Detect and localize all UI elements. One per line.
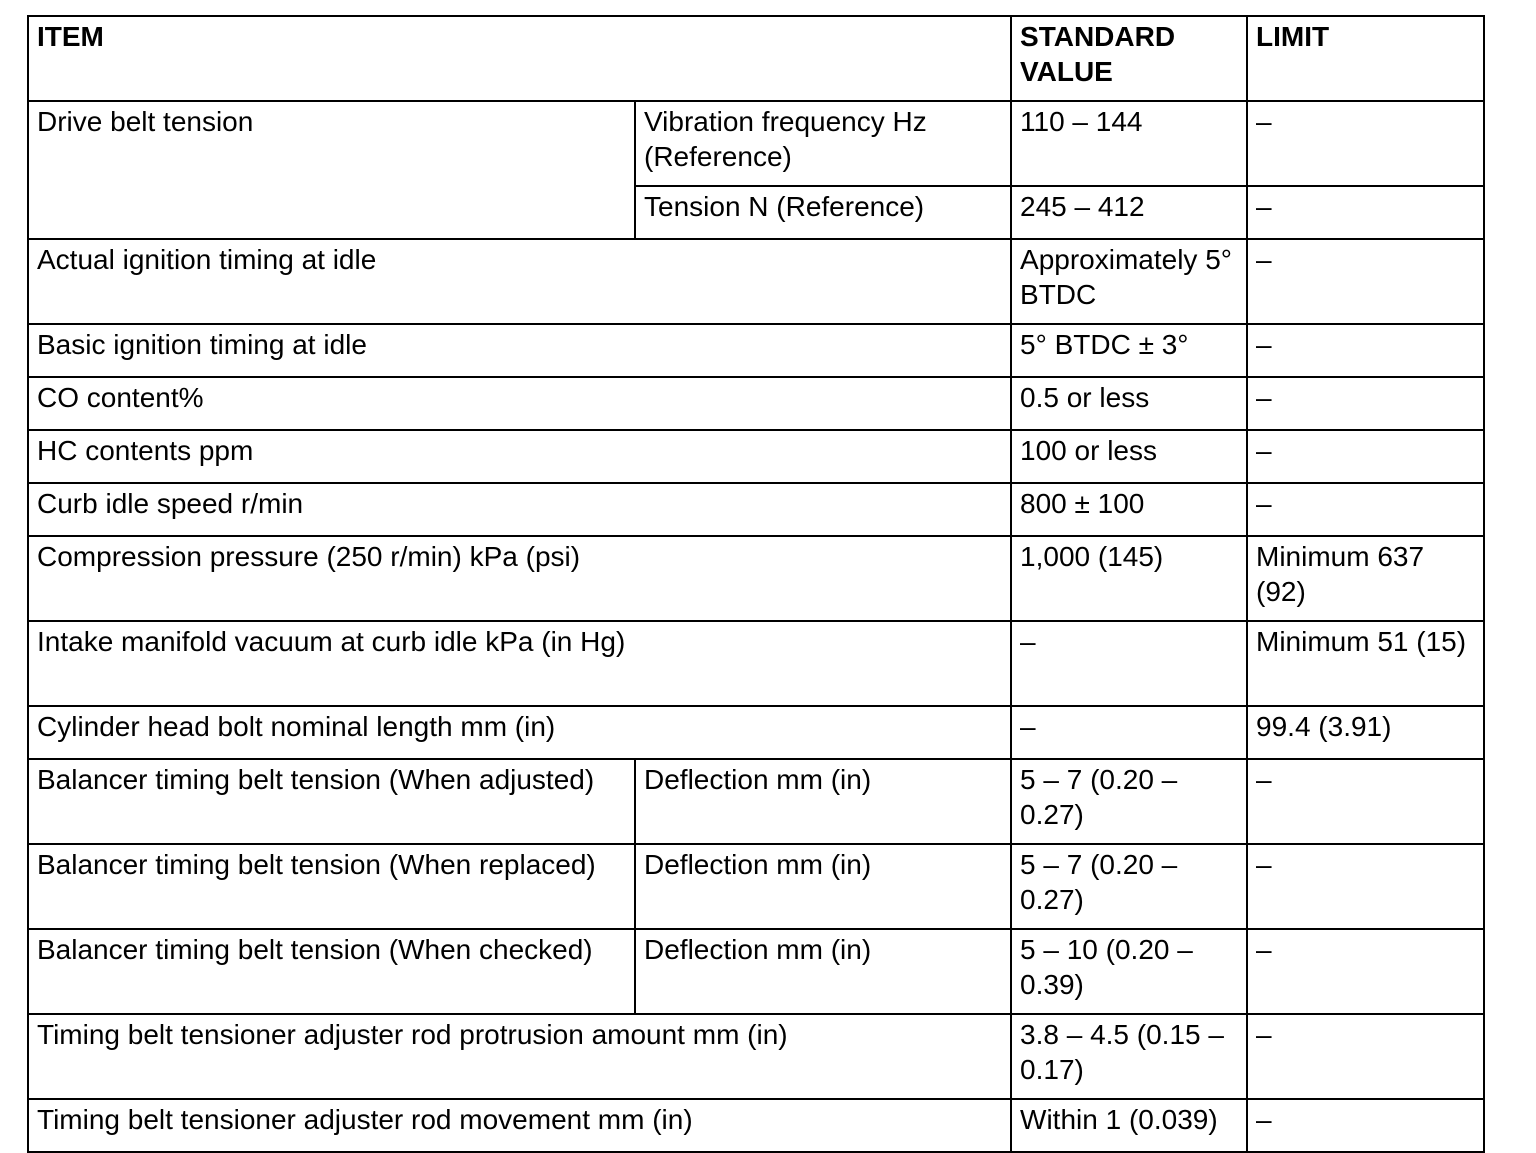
table-row (28, 430, 1484, 483)
table-row (28, 929, 1484, 1014)
table-row (28, 536, 1484, 621)
table-row (28, 483, 1484, 536)
limit-cell: Minimum 637 (92) (1247, 536, 1484, 621)
item-cell: Actual ignition timing at idle (28, 239, 1011, 324)
table-row (28, 759, 1484, 844)
item-cell: Curb idle speed r/min (28, 483, 1011, 536)
standard-value-cell: 5° BTDC ± 3° (1011, 324, 1247, 377)
standard-value-cell: Within 1 (0.039) (1011, 1099, 1247, 1152)
standard-value-cell: 800 ± 100 (1011, 483, 1247, 536)
item-cell: Balancer timing belt tension (When adjusted) (28, 759, 635, 844)
table-row (28, 1014, 1484, 1099)
limit-cell: – (1247, 483, 1484, 536)
table-row (28, 621, 1484, 706)
limit-cell: – (1247, 430, 1484, 483)
table-row (28, 239, 1484, 324)
limit-cell: – (1247, 1014, 1484, 1099)
sub-item-cell: Tension N (Reference) (635, 186, 1011, 239)
item-cell: Intake manifold vacuum at curb idle kPa (in Hg) (28, 621, 1011, 706)
standard-value-cell: 1,000 (145) (1011, 536, 1247, 621)
item-cell: Compression pressure (250 r/min) kPa (psi) (28, 536, 1011, 621)
table-row (28, 324, 1484, 377)
limit-cell: – (1247, 1099, 1484, 1152)
standard-value-cell: 5 – 10 (0.20 – 0.39) (1011, 929, 1247, 1014)
standard-value-cell: 5 – 7 (0.20 – 0.27) (1011, 759, 1247, 844)
table-row (28, 101, 1484, 186)
table-row (28, 706, 1484, 759)
sub-item-cell: Deflection mm (in) (635, 759, 1011, 844)
standard-value-cell: – (1011, 706, 1247, 759)
standard-value-cell: 5 – 7 (0.20 – 0.27) (1011, 844, 1247, 929)
limit-cell: 99.4 (3.91) (1247, 706, 1484, 759)
item-cell: Basic ignition timing at idle (28, 324, 1011, 377)
limit-cell: – (1247, 239, 1484, 324)
standard-value-cell: 3.8 – 4.5 (0.15 – 0.17) (1011, 1014, 1247, 1099)
specification-table (27, 15, 1485, 1153)
sub-item-cell: Vibration frequency Hz (Reference) (635, 101, 1011, 186)
item-cell: Cylinder head bolt nominal length mm (in) (28, 706, 1011, 759)
header-item: ITEM (28, 16, 1011, 101)
item-cell: Drive belt tension (28, 101, 635, 239)
table-row (28, 844, 1484, 929)
standard-value-cell: – (1011, 621, 1247, 706)
limit-cell: – (1247, 324, 1484, 377)
item-cell: CO content% (28, 377, 1011, 430)
header-standard-value: STANDARD VALUE (1011, 16, 1247, 101)
limit-cell: – (1247, 186, 1484, 239)
header-limit: LIMIT (1247, 16, 1484, 101)
item-cell: Timing belt tensioner adjuster rod movement mm (in) (28, 1099, 1011, 1152)
limit-cell: – (1247, 929, 1484, 1014)
table-row (28, 377, 1484, 430)
standard-value-cell: 100 or less (1011, 430, 1247, 483)
limit-cell: – (1247, 377, 1484, 430)
item-cell: Timing belt tensioner adjuster rod protrusion amount mm (in) (28, 1014, 1011, 1099)
limit-cell: – (1247, 844, 1484, 929)
standard-value-cell: 0.5 or less (1011, 377, 1247, 430)
item-cell: HC contents ppm (28, 430, 1011, 483)
sub-item-cell: Deflection mm (in) (635, 844, 1011, 929)
item-cell: Balancer timing belt tension (When replaced) (28, 844, 635, 929)
item-cell: Balancer timing belt tension (When checked) (28, 929, 635, 1014)
standard-value-cell: Approximately 5° BTDC (1011, 239, 1247, 324)
table-row (28, 1099, 1484, 1152)
limit-cell: – (1247, 759, 1484, 844)
standard-value-cell: 245 – 412 (1011, 186, 1247, 239)
limit-cell: Minimum 51 (15) (1247, 621, 1484, 706)
limit-cell: – (1247, 101, 1484, 186)
sub-item-cell: Deflection mm (in) (635, 929, 1011, 1014)
standard-value-cell: 110 – 144 (1011, 101, 1247, 186)
header-row (28, 16, 1484, 101)
